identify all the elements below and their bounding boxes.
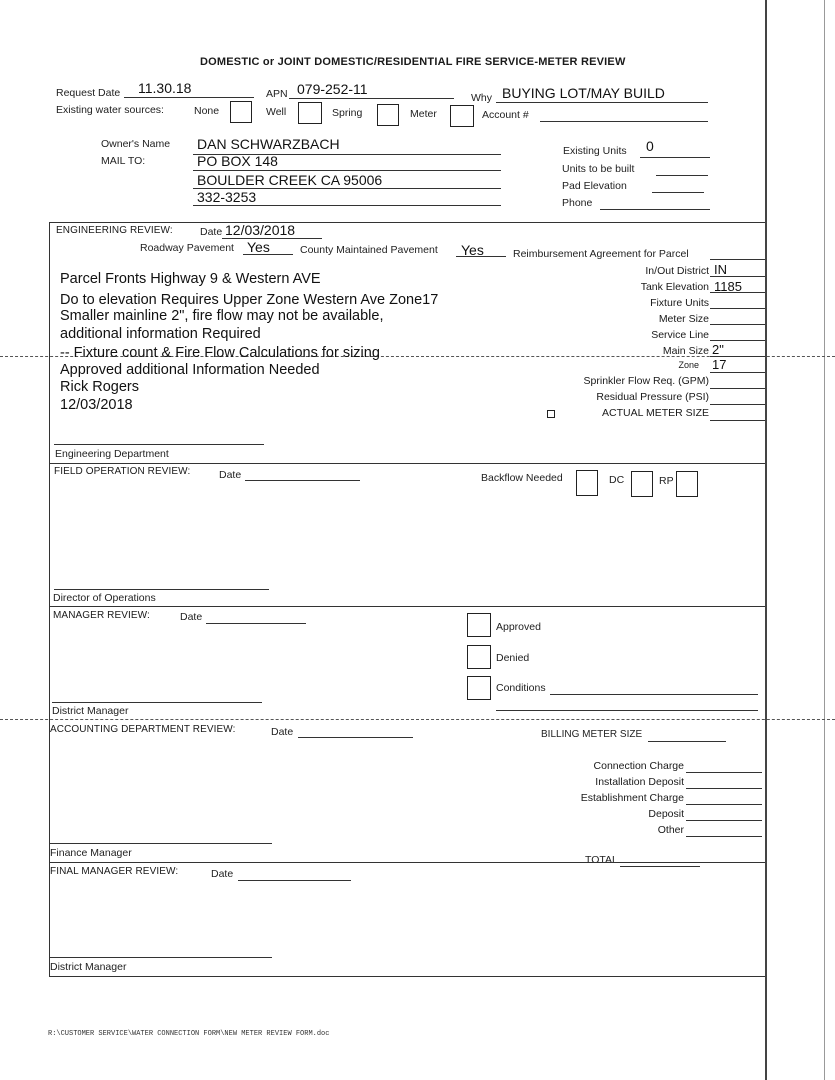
why-line [496,102,708,103]
engineering-date-label: Date [200,226,223,238]
sprinkler-label: Sprinkler Flow Req. (GPM) [583,375,709,387]
denied-checkbox[interactable] [467,645,491,669]
backflow-checkbox[interactable] [576,470,598,496]
owner-name-label: Owner's Name [101,138,171,150]
none-label: None [194,105,220,117]
field-section-label: FIELD OPERATION REVIEW: [54,466,191,477]
meter-size-label: Meter Size [658,313,709,325]
county-line [456,256,506,257]
accounting-section-label: ACCOUNTING DEPARTMENT REVIEW: [50,724,236,735]
well-label: Well [266,106,287,118]
pad-elevation-label: Pad Elevation [562,180,627,192]
manager-section-label: MANAGER REVIEW: [53,610,150,621]
zone-line [710,372,765,373]
apn-line [289,98,454,99]
inout-label: In/Out District [645,265,709,277]
residual-label: Residual Pressure (PSI) [596,391,709,403]
county-value[interactable]: Yes [461,242,484,258]
establishment-charge-label: Establishment Charge [580,792,684,804]
final-section-label: FINAL MANAGER REVIEW: [50,866,179,877]
installation-deposit-line [686,788,762,789]
request-date-line [124,97,254,98]
mail-line-2[interactable]: BOULDER CREEK CA 95006 [197,172,383,188]
existing-units-value[interactable]: 0 [646,138,654,154]
manager-date-label: Date [180,611,203,623]
accounting-date-line [298,737,413,738]
fixture-label: Fixture Units [650,297,709,309]
reimbursement-label: Reimbursement Agreement for Parcel [513,248,689,260]
owner-name-value[interactable]: DAN SCHWARZBACH [197,136,340,152]
engineering-section-label: ENGINEERING REVIEW: [56,225,173,236]
county-label: County Maintained Pavement [300,244,438,256]
denied-label: Denied [496,652,530,664]
request-date-label: Request Date [56,87,121,99]
existing-units-line [640,157,710,158]
rp-label: RP [659,475,674,487]
conditions-checkbox[interactable] [467,676,491,700]
field-signature-label: Director of Operations [53,592,156,604]
manager-signature-label: District Manager [52,705,129,717]
engineering-date-value[interactable]: 12/03/2018 [225,222,296,238]
sprinkler-line [710,388,765,389]
roadway-value[interactable]: Yes [247,239,270,255]
mail-to-label: MAIL TO: [101,155,146,167]
inout-line [710,276,765,277]
request-date-value[interactable]: 11.30.18 [138,80,192,96]
apn-value[interactable]: 079-252-11 [297,81,368,97]
engineering-note-4[interactable]: additional information Required [60,326,261,342]
pad-elevation-line [652,192,704,193]
manager-signature-line [52,702,262,703]
mail-line-1-rule [193,170,501,171]
backflow-label: Backflow Needed [481,472,563,484]
manager-top-rule [49,606,765,607]
actual-meter-size-label: ACTUAL METER SIZE [602,407,709,419]
apn-label: APN [266,88,288,100]
reimbursement-line [710,259,765,260]
conditions-line-1 [550,694,758,695]
spring-label: Spring [332,107,363,119]
deposit-line [686,820,762,821]
engineering-date-line [222,238,322,239]
engineering-note-7[interactable]: Rick Rogers [60,379,139,395]
billing-meter-size-label: BILLING METER SIZE [541,729,643,740]
account-line [540,121,708,122]
manager-date-line [206,623,306,624]
none-checkbox[interactable] [230,101,252,123]
engineering-signature-label: Engineering Department [55,448,169,460]
spring-checkbox[interactable] [377,104,399,126]
service-line-rule [710,340,765,341]
establishment-charge-line [686,804,762,805]
tank-label: Tank Elevation [640,281,709,293]
right-page-edge [765,0,767,1080]
tank-value[interactable]: 1185 [714,279,742,294]
final-bottom-rule [49,976,765,977]
engineering-top-rule [49,222,765,223]
accounting-date-label: Date [271,726,294,738]
approved-checkbox[interactable] [467,613,491,637]
total-line [620,866,700,867]
meter-size-line [710,324,765,325]
scan-dash-line-2 [0,719,835,720]
main-size-value[interactable]: 2" [712,342,724,357]
residual-line [710,404,765,405]
conditions-line-2 [496,710,758,711]
installation-deposit-label: Installation Deposit [595,776,684,788]
mail-line-3[interactable]: 332-3253 [197,189,257,205]
phone-line [600,209,710,210]
roadway-label: Roadway Pavement [140,242,234,254]
field-top-rule [49,463,765,464]
approved-label: Approved [496,621,541,633]
engineering-note-8[interactable]: 12/03/2018 [60,397,133,413]
final-date-line [238,880,351,881]
actual-meter-size-line [710,420,765,421]
mail-line-3-rule [193,205,501,206]
zone-label: Zone [678,360,699,370]
rp-checkbox[interactable] [676,471,698,497]
mail-line-1[interactable]: PO BOX 148 [197,153,278,169]
engineering-note-6[interactable]: Approved additional Information Needed [60,362,320,378]
why-value[interactable]: BUYING LOT/MAY BUILD [502,85,665,101]
final-signature-label: District Manager [50,961,127,973]
field-date-line [245,480,360,481]
tank-line [710,292,765,293]
other-line [686,836,762,837]
engineering-note-5[interactable]: -- Fixture count & Fire Flow Calculations for sizing [60,345,380,361]
service-line-label: Service Line [651,329,709,341]
form-title: DOMESTIC or JOINT DOMESTIC/RESIDENTIAL FIRE SERVICE-METER REVIEW [200,56,626,68]
small-mark-icon [547,410,555,418]
final-signature-line [50,957,272,958]
field-signature-line [54,589,269,590]
engineering-note-3[interactable]: Smaller mainline 2", fire flow may not be available, [60,308,384,324]
roadway-line [243,254,293,255]
phone-label: Phone [562,197,593,209]
connection-charge-label: Connection Charge [593,760,684,772]
well-checkbox[interactable] [298,102,322,124]
connection-charge-line [686,772,762,773]
dc-label: DC [609,474,625,486]
fixture-line [710,308,765,309]
why-label: Why [471,92,492,104]
other-label: Other [657,824,684,836]
account-label: Account # [482,109,529,121]
right-frame-line [824,0,825,1080]
final-top-rule [49,862,765,863]
dc-checkbox[interactable] [631,471,653,497]
main-size-label: Main Size [662,345,709,357]
accounting-signature-label: Finance Manager [50,847,132,859]
existing-sources-label: Existing water sources: [56,104,164,116]
accounting-signature-line [50,843,272,844]
engineering-signature-line [54,444,264,445]
deposit-label: Deposit [648,808,684,820]
existing-units-label: Existing Units [563,145,627,157]
form-left-edge [49,222,50,977]
meter-label: Meter [410,108,437,120]
units-built-label: Units to be built [562,163,635,175]
zone-value[interactable]: 17 [712,357,727,372]
field-date-label: Date [219,469,242,481]
conditions-label: Conditions [496,682,546,694]
total-label: TOTAL [585,854,618,866]
units-built-line [656,175,708,176]
billing-meter-size-line [648,741,726,742]
engineering-note-1[interactable]: Parcel Fronts Highway 9 & Western AVE [60,271,321,287]
footer-file-path: R:\CUSTOMER SERVICE\WATER CONNECTION FORM\NEW METER REVIEW FORM.doc [48,1030,330,1038]
final-date-label: Date [211,868,234,880]
meter-checkbox[interactable] [450,105,474,127]
engineering-note-2[interactable]: Do to elevation Requires Upper Zone Western Ave Zone17 [60,292,439,308]
inout-value[interactable]: IN [714,262,727,277]
